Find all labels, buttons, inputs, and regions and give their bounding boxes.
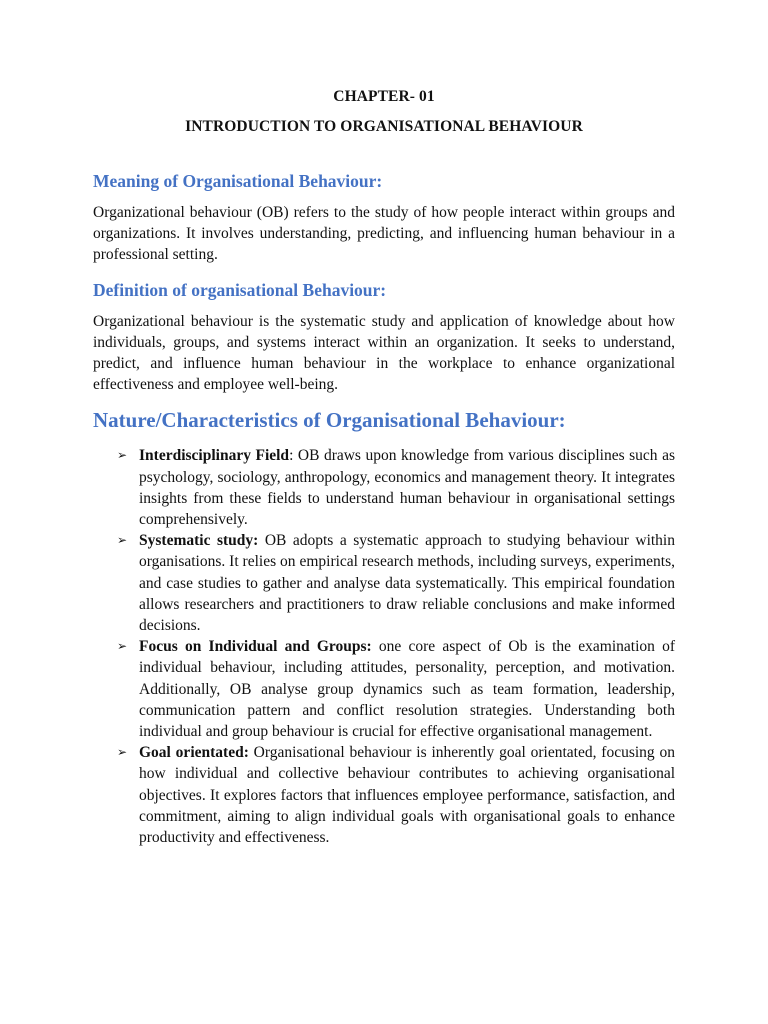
characteristics-list xyxy=(93,445,675,848)
chapter-number: CHAPTER- 01 xyxy=(333,88,435,105)
nature-heading: Nature/Characteristics of Organisational Behaviour: xyxy=(93,408,566,433)
list-item-term: Goal orientated: xyxy=(139,744,249,762)
list-item xyxy=(117,742,675,848)
meaning-paragraph: Organizational behaviour (OB) refers to the study of how people interact within groups and organizations. It involves understanding, predicting, and influencing human behaviour in a professional setting. xyxy=(93,204,675,264)
list-item-term: Systematic study: xyxy=(139,532,259,550)
list-item-term: Interdisciplinary Field xyxy=(139,447,290,465)
list-item xyxy=(117,636,676,742)
chapter-title: INTRODUCTION TO ORGANISATIONAL BEHAVIOUR xyxy=(185,118,583,135)
definition-heading: Definition of organisational Behaviour: xyxy=(93,279,387,300)
list-item-text: OB adopts a systematic approach to studying behaviour within organisations. It relies on empirical research methods, including surveys, experiments, and case studies to gather and analyse data systematically. This empirical foundation allows researchers and practitioners to draw reliable conclusions and make informed decisions. xyxy=(139,532,675,635)
list-item-text: Organisational behaviour is inherently goal orientated, focusing on how individual and collective behaviour contributes to achieving organisational objectives. It explores factors that influences employee performance, satisfaction, and commitment, aiming to align individual goals with organisational goals to enhance productivity and effectiveness. xyxy=(139,744,675,847)
arrowhead-bullet-icon: ➢ xyxy=(117,448,128,463)
arrowhead-bullet-icon: ➢ xyxy=(117,639,128,654)
meaning-heading: Meaning of Organisational Behaviour: xyxy=(93,171,383,191)
list-item-text: : OB draws upon knowledge from various disciplines such as psychology, sociology, anthropology, economics and management theory. It integrates insights from these fields to understand human behaviour in organisational settings comprehensively. xyxy=(139,447,675,529)
arrowhead-bullet-icon: ➢ xyxy=(117,745,128,760)
list-item xyxy=(117,530,675,636)
arrowhead-bullet-icon: ➢ xyxy=(117,533,128,548)
document-page xyxy=(93,86,675,848)
list-item-text: one core aspect of Ob is the examination of individual behaviour, including attitudes, personality, perception, and motivation. Additionally, OB analyse group dynamics such as team formation, leadership, communication pattern and conflict resolution strategies. Understanding both individual and group behaviour is crucial for effective organisational management. xyxy=(139,638,676,741)
list-item xyxy=(117,445,675,530)
list-item-term: Focus on Individual and Groups: xyxy=(139,638,372,656)
definition-paragraph: Organizational behaviour is the systematic study and application of knowledge about how individuals, groups, and systems interact within an organization. It seeks to understand, predict, and influence human behaviour in the workplace to enhance organizational effectiveness and employee well-being. xyxy=(93,312,675,394)
